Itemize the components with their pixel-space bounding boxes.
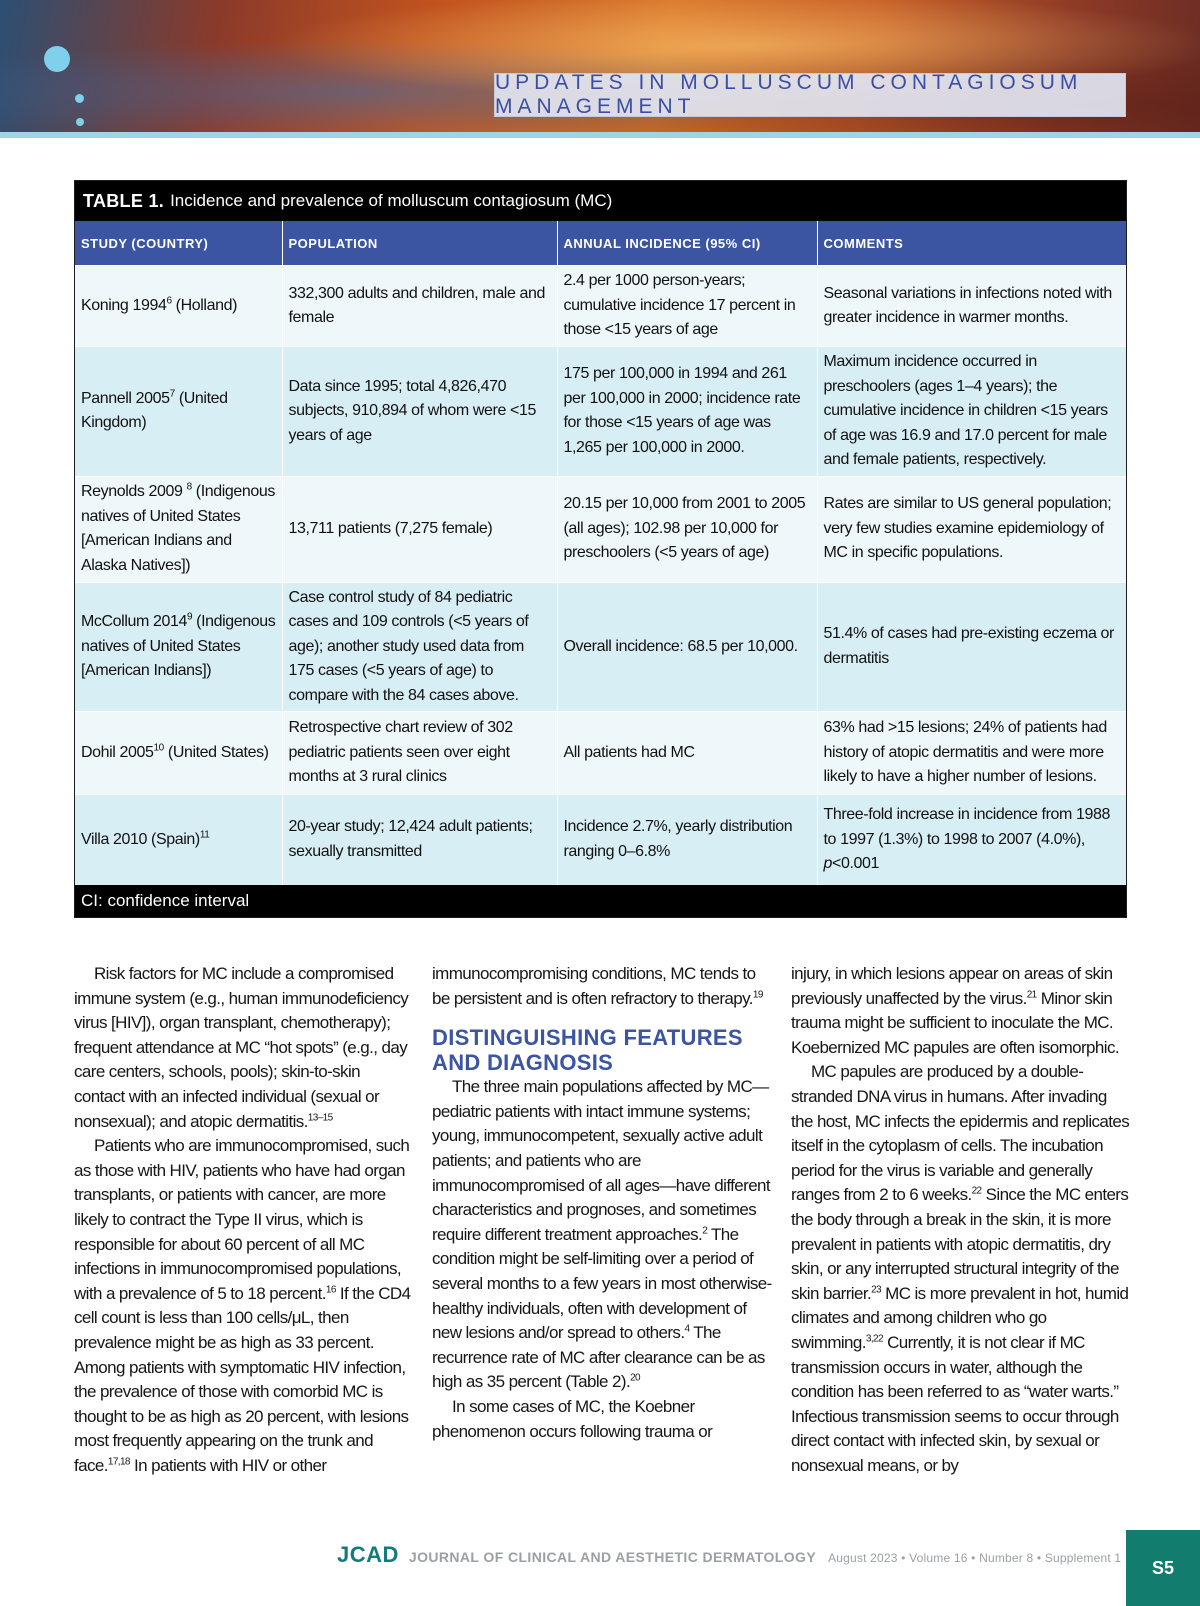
decorative-bubble	[75, 94, 84, 103]
comments-cell: Maximum incidence occurred in preschoolers (ages 1–4 years); the cumulative incidence in children <15 years of age was 16.9 and 17.0 percent for male and female patients, respectively.	[817, 347, 1126, 477]
incidence-cell: All patients had MC	[557, 712, 817, 795]
journal-logo: JCAD	[337, 1542, 399, 1567]
paragraph: The three main populations affected by MC—pediatric patients with intact immune systems; young, immunocompetent, sexually active adult patients; and patients who are immunocompromised of all ages—have different characteristics and prognoses, and sometimes require different treatment approaches.$^2$ The condition might be self-limiting over a period of several months to a few years in most otherwise-healthy individuals, often with development of new lesions and/or spread to others.$^4$ The recurrence rate of MC after clearance can be as high as 35 percent (Table 2).$^{20}$	[432, 1077, 772, 1392]
page-footer	[0, 1530, 1200, 1606]
banner-band	[0, 132, 1200, 138]
section-heading: DISTINGUISHING FEATURES AND DIAGNOSIS	[432, 1025, 743, 1076]
column-header: ANNUAL INCIDENCE (95% CI)	[557, 221, 817, 266]
table-row	[75, 347, 1126, 477]
footer-journal-line	[337, 1542, 1121, 1568]
table-header-row	[75, 221, 1126, 266]
body-column-2	[432, 962, 777, 1444]
table-row	[75, 795, 1126, 885]
comments-cell: 51.4% of cases had pre-existing eczema or dermatitis	[817, 582, 1126, 712]
column-header: STUDY (COUNTRY)	[75, 221, 282, 266]
table-row	[75, 266, 1126, 347]
decorative-bubble	[76, 118, 84, 126]
population-cell: Data since 1995; total 4,826,470 subjects, 910,894 of whom were <15 years of age	[282, 347, 557, 477]
running-title: UPDATES IN MOLLUSCUM CONTAGIOSUM MANAGEMENT	[494, 73, 1126, 117]
incidence-table	[75, 221, 1126, 885]
paragraph: MC papules are produced by a double-stranded DNA virus in humans. After invading the host, MC infects the epidermis and replicates itself in the cytoplasm of cells. The incubation period for the virus is variable and generally ranges from 2 to 6 weeks.$^{22}$ Since the MC enters the body through a break in the skin, it is more prevalent in patients with atopic dermatitis, dry skin, or any interrupted structural integrity of the skin barrier.$^{23}$ MC is more prevalent in hot, humid climates and among children who go swimming.$^{3,22}$ Currently, it is not clear if MC transmission occurs in water, although the condition has been referred to as “water warts.” Infectious transmission seems to occur through direct contact with infected skin, by sexual or nonsexual means, or by	[791, 1062, 1130, 1475]
study-cell: Dohil 2005$^{10}$ (United States)	[75, 712, 282, 795]
population-cell: Case control study of 84 pediatric cases and 109 controls (<5 years of age); another study used data from 175 cases (<5 years of age) to compare with the 84 cases above.	[282, 582, 557, 712]
journal-name: JOURNAL OF CLINICAL AND AESTHETIC DERMATOLOGY	[408, 1549, 817, 1565]
population-cell: Retrospective chart review of 302 pediatric patients seen over eight months at 3 rural clinics	[282, 712, 557, 795]
column-header: COMMENTS	[817, 221, 1126, 266]
incidence-cell: Overall incidence: 68.5 per 10,000.	[557, 582, 817, 712]
header-banner	[0, 0, 1200, 132]
comments-cell: 63% had >15 lesions; 24% of patients had history of atopic dermatitis and were more likely to have a higher number of lesions.	[817, 712, 1126, 795]
column-header: POPULATION	[282, 221, 557, 266]
table-footnote: CI: confidence interval	[75, 885, 1126, 917]
comments-cell: Rates are similar to US general population; very few studies examine epidemiology of MC in specific populations.	[817, 476, 1126, 582]
incidence-cell: Incidence 2.7%, yearly distribution ranging 0–6.8%	[557, 795, 817, 885]
study-cell: Pannell 2005$^7$ (United Kingdom)	[75, 347, 282, 477]
incidence-cell: 2.4 per 1000 person-years; cumulative incidence 17 percent in those <15 years of age	[557, 266, 817, 347]
study-cell: Villa 2010 (Spain)$^{11}$	[75, 795, 282, 885]
population-cell: 13,711 patients (7,275 female)	[282, 476, 557, 582]
study-cell: Reynolds 2009 $^8$ (Indigenous natives of United States [American Indians and Alaska Natives])	[75, 476, 282, 582]
paragraph: Patients who are immunocompromised, such as those with HIV, patients who have had organ transplants, or patients with cancer, are more likely to contract the Type II virus, which is responsible for about 60 percent of all MC infections in immunocompromised populations, with a prevalence of 5 to 18 percent.$^{16}$ If the CD4 cell count is less than 100 cells/μL, then prevalence might be as high as 33 percent. Among patients with symptomatic HIV infection, the prevalence of those with comorbid MC is thought to be as high as 20 percent, with lesions most frequently appearing on the trunk and face.$^{17,18}$ In patients with HIV or other	[74, 1136, 411, 1475]
comments-cell: Three-fold increase in incidence from 1988 to 1997 (1.3%) to 1998 to 2007 (4.0%), p<0.001	[817, 795, 1126, 885]
population-cell: 20-year study; 12,424 adult patients; sexually transmitted	[282, 795, 557, 885]
body-column-3	[791, 962, 1131, 1478]
table-row	[75, 712, 1126, 795]
paragraph: immunocompromising conditions, MC tends to be persistent and is often refractory to therapy.$^{19}$	[432, 964, 763, 1008]
table-row	[75, 476, 1126, 582]
decorative-bubble	[44, 46, 70, 72]
table-row	[75, 582, 1126, 712]
table-label: TABLE 1.	[83, 190, 165, 211]
population-cell: 332,300 adults and children, male and female	[282, 266, 557, 347]
incidence-cell: 20.15 per 10,000 from 2001 to 2005 (all ages); 102.98 per 10,000 for preschoolers (<5 years of age)	[557, 476, 817, 582]
study-cell: Koning 1994$^6$ (Holland)	[75, 266, 282, 347]
body-column-1	[74, 962, 414, 1478]
paragraph: injury, in which lesions appear on areas of skin previously unaffected by the virus.$^{21}$ Minor skin trauma might be sufficient to inoculate the MC. Koebernized MC papules are often isomorphic.	[791, 964, 1119, 1057]
table-caption	[75, 181, 1126, 221]
incidence-cell: 175 per 100,000 in 1994 and 261 per 100,000 in 2000; incidence rate for those <15 years of age was 1,265 per 100,000 in 2000.	[557, 347, 817, 477]
paragraph: In some cases of MC, the Koebner phenomenon occurs following trauma or	[432, 1396, 713, 1441]
comments-cell: Seasonal variations in infections noted with greater incidence in warmer months.	[817, 266, 1126, 347]
issue-info: August 2023 • Volume 16 • Number 8 • Supplement 1	[828, 1551, 1122, 1565]
page-number: S5	[1126, 1530, 1200, 1606]
study-cell: McCollum 2014$^9$ (Indigenous natives of United States [American Indians])	[75, 582, 282, 712]
table-caption-text: Incidence and prevalence of molluscum contagiosum (MC)	[170, 191, 613, 210]
table-1	[74, 180, 1127, 918]
paragraph: Risk factors for MC include a compromised immune system (e.g., human immunodeficiency virus [HIV]), organ transplant, chemotherapy); frequent attendance at MC “hot spots” (e.g., day care centers, schools, pools); skin-to-skin contact with an infected individual (sexual or nonsexual); and atopic dermatitis.$^{13-15}$	[74, 964, 409, 1131]
